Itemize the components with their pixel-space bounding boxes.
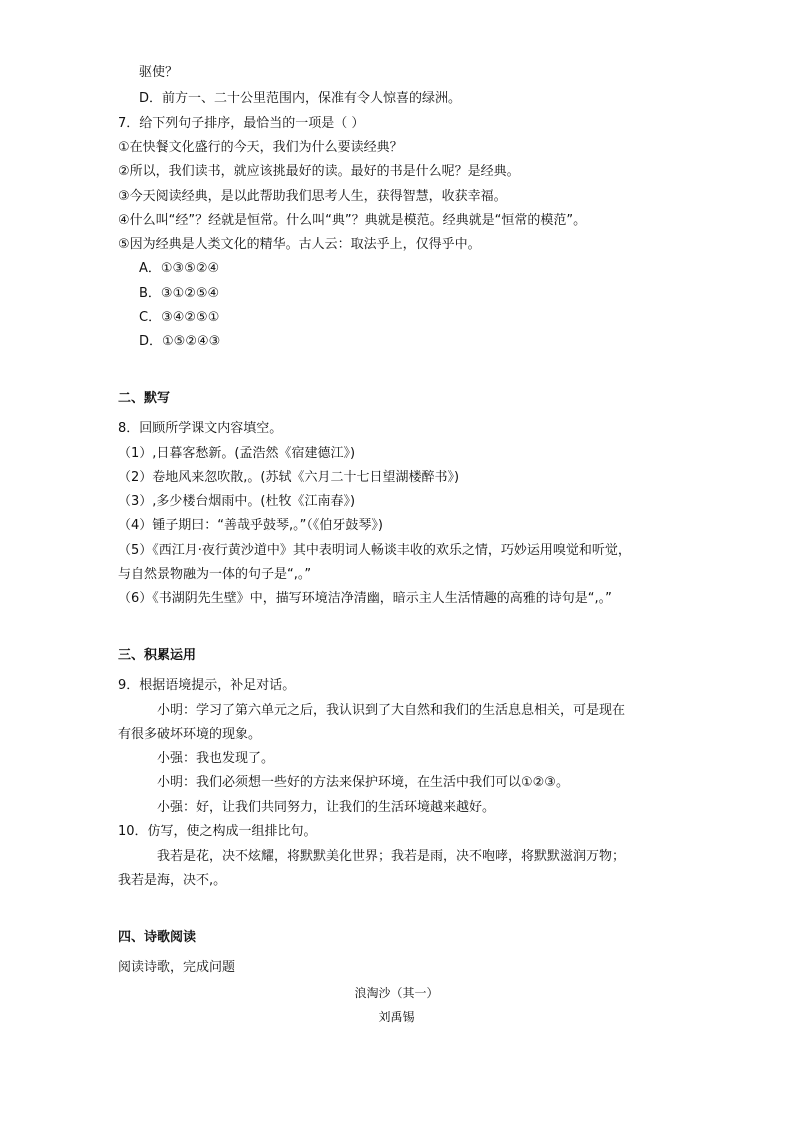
q8-item-1: （1）,日暮客愁新。(孟浩然《宿建德江》) [118,446,356,461]
q8-item-5-cont: 与自然景物融为一体的句子是“,。” [118,567,312,582]
q7-option-b: B．③①②⑤④ [139,286,220,301]
q7-stem: 7．给下列句子排序，最恰当的一项是（ ） [118,116,365,131]
section-4-heading: 四、诗歌阅读 [118,930,197,945]
q7-sentence-4: ④什么叫“经”？经就是恒常。什么叫“典”？典就是模范。经典就是“恒常的模范”。 [118,213,587,228]
q8-stem: 8．回顾所学课文内容填空。 [118,421,283,436]
section-4-instruction: 阅读诗歌，完成问题 [118,960,236,975]
q7-option-d: D．①⑤②④③ [139,334,221,349]
q8-item-2: （2）卷地风来忽吹散,。(苏轼《六月二十七日望湖楼醉书》) [118,470,460,485]
q7-sentence-3: ③今天阅读经典，是以此帮助我们思考人生，获得智慧，收获幸福。 [118,189,507,204]
q9-dialogue-1: 小明：学习了第六单元之后，我认识到了大自然和我们的生活息息相关，可是现在 [157,703,626,718]
q9-dialogue-3: 小明：我们必须想一些好的方法来保护环境，在生活中我们可以①②③。 [157,775,569,790]
q6-option-d: D．前方一、二十公里范围内，保准有令人惊喜的绿洲。 [139,91,462,106]
q7-sentence-2: ②所以，我们读书，就应该挑最好的读。最好的书是什么呢？是经典。 [118,164,520,179]
q7-sentence-5: ⑤因为经典是人类文化的精华。古人云：取法乎上，仅得乎中。 [118,237,481,252]
poem-author: 刘禹锡 [378,1010,415,1024]
q10-text-1: 我若是花，决不炫耀，将默默美化世界；我若是雨，决不咆哮，将默默滋润万物； [157,849,626,864]
q9-stem: 9．根据语境提示，补足对话。 [118,678,296,693]
q7-option-a: A．①③⑤②④ [139,261,220,276]
q7-sentence-1: ①在快餐文化盛行的今天，我们为什么要读经典？ [118,140,403,155]
poem-title: 浪淘沙（其一） [354,986,439,1000]
q10-stem: 10．仿写，使之构成一组排比句。 [118,824,317,839]
section-3-heading: 三、积累运用 [118,648,197,663]
q7-option-c: C．③④②⑤① [139,310,220,325]
q8-item-5: （5）《西江月·夜行黄沙道中》其中表明词人畅谈丰收的欢乐之情，巧妙运用嗅觉和听觉， [118,543,631,558]
section-2-heading: 二、默写 [118,391,171,406]
q6-line-continuation: 驱使？ [139,65,179,80]
q8-item-3: （3）,多少楼台烟雨中。(杜牧《江南春》) [118,494,356,509]
q9-dialogue-2: 小强：我也发现了。 [157,751,275,766]
q10-text-2: 我若是海，决不,。 [118,873,227,888]
q9-dialogue-1-cont: 有很多破坏环境的现象。 [118,727,262,742]
q8-item-6: （6）《书湖阴先生壁》中，描写环境洁净清幽，暗示主人生活情趣的高雅的诗句是“,。” [118,591,612,606]
q9-dialogue-4: 小强：好，让我们共同努力，让我们的生活环境越来越好。 [157,800,496,815]
q8-item-4: （4）锺子期曰：“善哉乎鼓琴,。”（《伯牙鼓琴》) [118,518,383,533]
